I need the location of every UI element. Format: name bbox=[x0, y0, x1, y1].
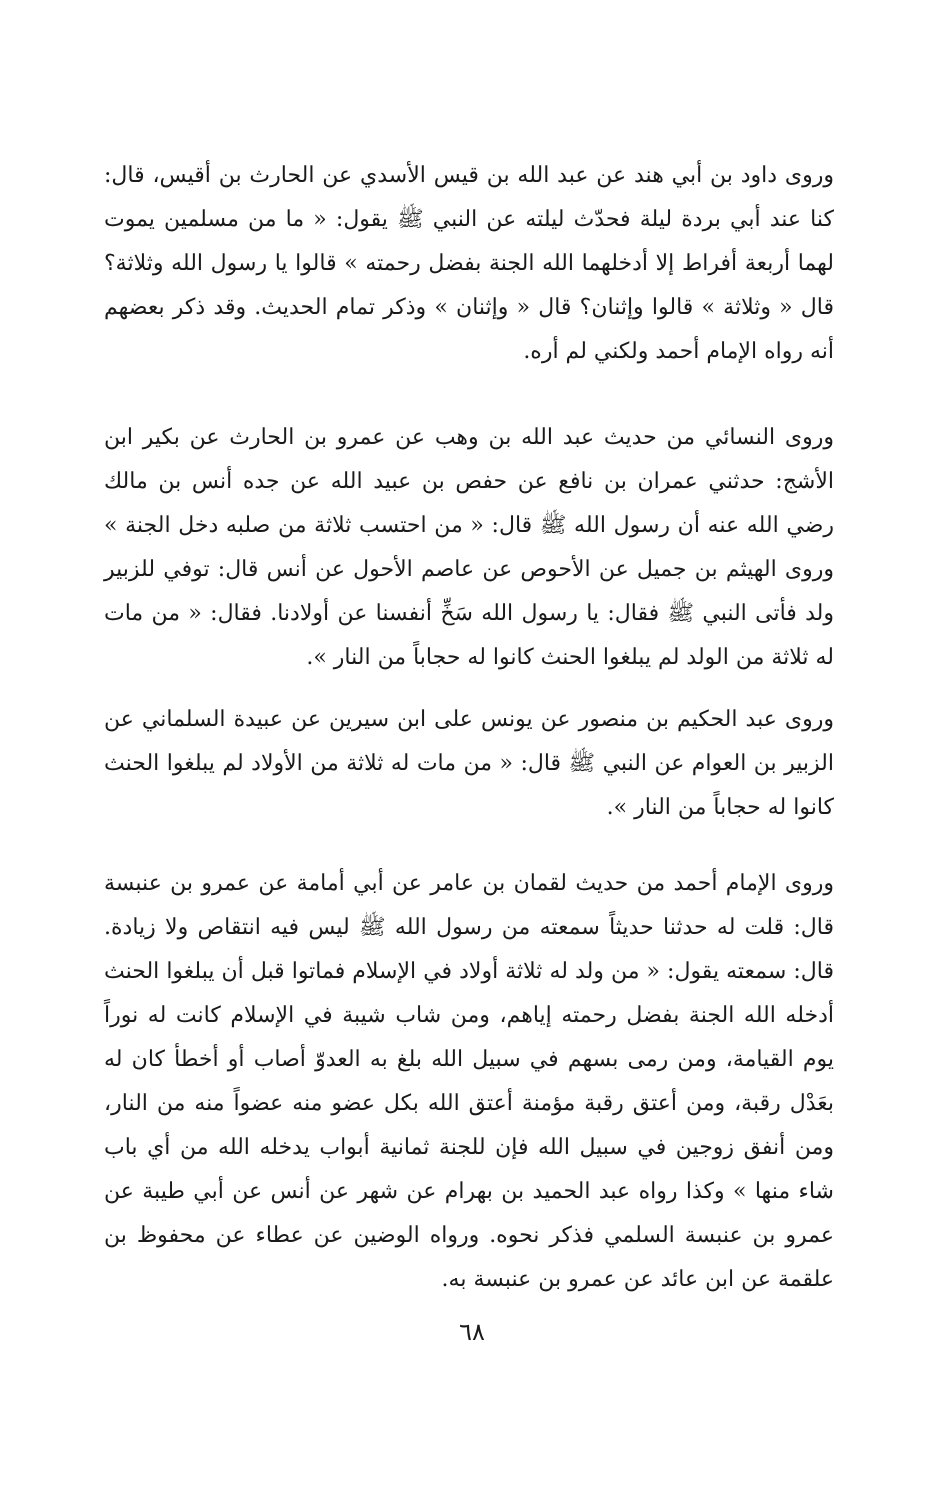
paragraph-3: وروى عبد الحكيم بن منصور عن يونس على ابن سيرين عن عبيدة السلماني عن الزبير بن العوام عن النبي ﷺ قال: « من مات له ثلاثة من الأولاد لم يبلغوا الحنث كانوا له حجاباً من النار ». bbox=[104, 707, 834, 820]
paragraph-2: وروى النسائي من حديث عبد الله بن وهب عن عمرو بن الحارث عن بكير ابن الأشج: حدثني عمران بن نافع عن حفص بن عبيد الله عن جده أنس بن مالك رضي الله عنه أن رسول الله ﷺ قال: « من احتسب ثلاثة من صلبه دخل الجنة » وروى الهيثم بن جميل عن الأحوص عن عاصم الأحول عن أنس قال: توفي للزبير ولد فأتى النبي ﷺ فقال: يا رسول الله سَخِّ أنفسنا عن أولادنا. فقال: « من مات له ثلاثة من الولد لم يبلغوا الحنث كانوا له حجاباً من النار ». bbox=[104, 425, 834, 670]
paragraph-4: وروى الإمام أحمد من حديث لقمان بن عامر عن أبي أمامة عن عمرو بن عنبسة قال: قلت له حدثنا حديثاً سمعته من رسول الله ﷺ ليس فيه انتقاص ولا زيادة. قال: سمعته يقول: « من ولد له ثلاثة أولاد في الإسلام فماتوا قبل أن يبلغوا الحنث أدخله الله الجنة بفضل رحمته إياهم، ومن شاب شيبة في الإسلام كانت له نوراً يوم القيامة، ومن رمى بسهم في سبيل الله بلغ به العدوّ أصاب أو أخطأ كان له بعَدْل رقبة، ومن أعتق رقبة مؤمنة أعتق الله بكل عضو منه عضواً منه من النار، ومن أنفق زوجين في سبيل الله فإن للجنة ثمانية أبواب يدخله الله من أي باب شاء منها » وكذا رواه عبد الحميد بن بهرام عن شهر عن أنس عن أبي طيبة عن عمرو بن عنبسة السلمي فذكر نحوه. ورواه الوضين عن عطاء عن محفوظ بن علقمة عن ابن عائد عن عمرو بن عنبسة به. bbox=[104, 871, 834, 1292]
paragraph-1: وروى داود بن أبي هند عن عبد الله بن قيس الأسدي عن الحارث بن أقيس، قال: كنا عند أبي بردة ليلة فحدّث ليلته عن النبي ﷺ يقول: « ما من مسلمين يموت لهما أربعة أفراط إلا أدخلهما الله الجنة بفضل رحمته » قالوا يا رسول الله وثلاثة؟ قال « وثلاثة » قالوا وإثنان؟ قال « وإثنان » وذكر تمام الحديث. وقد ذكر بعضهم أنه رواه الإمام أحمد ولكني لم أره. bbox=[104, 163, 834, 364]
page-number: ٦٨ bbox=[459, 1318, 485, 1346]
